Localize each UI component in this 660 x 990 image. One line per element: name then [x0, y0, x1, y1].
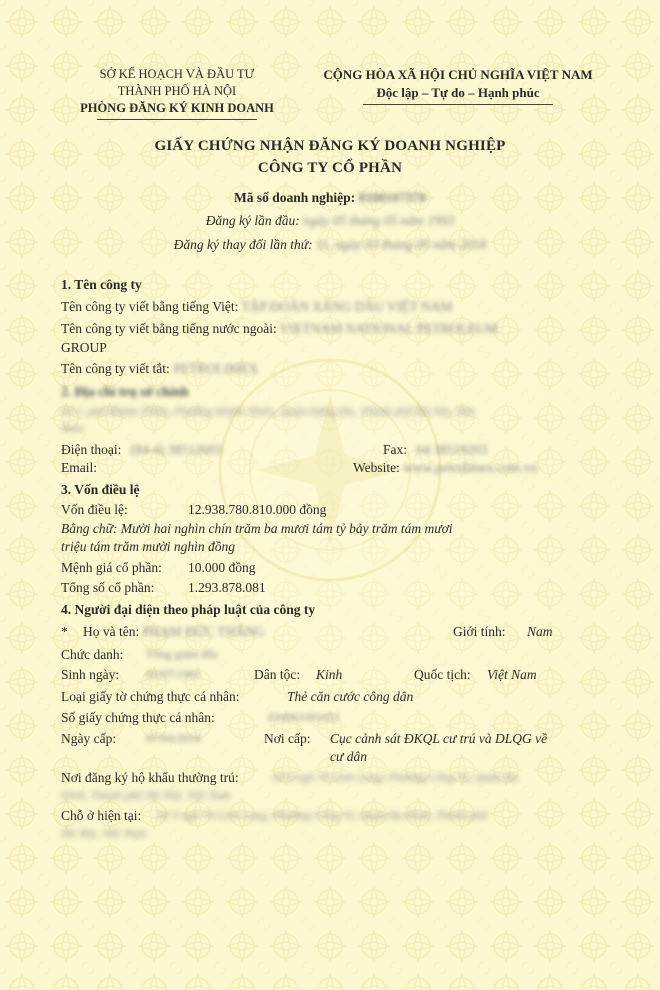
- current-residence-value-1: Số 9 ngõ 70 Linh Lang, Phường Cống Vị, Quận Ba Đình, Thành phố: [157, 808, 488, 822]
- id-type-label: Loại giấy tờ chứng thực cá nhân:: [61, 689, 240, 704]
- id-number-value: 034061001651: [268, 710, 340, 724]
- enterprise-code-label: Mã số doanh nghiệp:: [233, 190, 356, 205]
- website-value: www.petrolimex.com.vn: [403, 460, 538, 475]
- section-4-heading: 4. Người đại diện theo pháp luật của công ty: [61, 602, 316, 617]
- current-residence-label: Chỗ ở hiện tại:: [61, 808, 142, 823]
- agency-underline: [97, 119, 257, 120]
- capital-in-words-line-2: triệu tám trăm mười nghìn đồng: [61, 539, 235, 554]
- issue-place-value-2: cư dân: [330, 749, 367, 764]
- company-name-foreign-value: VIETNAM NATIONAL PETROLEUM: [279, 321, 498, 336]
- nation-name: CỘNG HÒA XÃ HỘI CHỦ NGHĨA VIỆT NAM: [323, 67, 593, 82]
- company-name-foreign-cont: GROUP: [61, 340, 107, 355]
- fax-label: Fax:: [383, 442, 408, 457]
- nationality-label: Quốc tịch:: [414, 667, 471, 682]
- section-2-heading: 2. Địa chỉ trụ sở chính: [61, 384, 189, 399]
- ethnic-value: Kinh: [316, 667, 343, 682]
- motto-underline: [363, 104, 553, 105]
- agency-line-1: SỞ KẾ HOẠCH VÀ ĐẦU TƯ: [99, 67, 255, 81]
- company-short-name-value: PETROLIMEX: [173, 361, 259, 376]
- enterprise-code-value: 0100107370: [358, 190, 427, 205]
- company-name-foreign-label: Tên công ty viết bằng tiếng nước ngoài:: [61, 321, 277, 336]
- rep-name-label: Họ và tên:: [83, 624, 140, 639]
- permanent-residence-label: Nơi đăng ký hộ khẩu thường trú:: [61, 770, 239, 785]
- change-registration-label: Đăng ký thay đổi lần thứ:: [173, 237, 313, 252]
- charter-capital-value: 12.938.780.810.000 đồng: [188, 502, 327, 517]
- current-residence-value-2: Hà Nội, Việt Nam: [61, 826, 147, 840]
- dob-label: Sinh ngày:: [61, 667, 120, 682]
- id-number-label: Số giấy chứng thực cá nhân:: [61, 710, 215, 725]
- fax-row: [383, 442, 487, 458]
- company-name-vn-row: [61, 299, 452, 315]
- phone-row: [61, 442, 222, 458]
- email-label: Email:: [61, 460, 97, 475]
- address-line-2: Nam: [61, 421, 84, 435]
- section-1-heading: 1. Tên công ty: [61, 277, 142, 292]
- issue-place-label: Nơi cấp:: [264, 731, 311, 746]
- issuing-agency: [62, 66, 292, 120]
- dob-value: 03/07/1961: [146, 667, 201, 681]
- charter-capital-label: Vốn điều lệ:: [61, 502, 128, 517]
- total-shares-label: Tổng số cổ phần:: [61, 580, 155, 595]
- agency-line-2: THÀNH PHỐ HÀ NỘI: [117, 84, 237, 98]
- issue-date-value: 07/04/2016: [146, 731, 201, 745]
- company-name-vn-label: Tên công ty viết bằng tiếng Việt:: [61, 299, 239, 314]
- position-value: Tổng giám đốc: [146, 647, 219, 661]
- phone-value: (84-4) 38512603: [130, 442, 222, 457]
- rep-name-value: PHẠM ĐỨC THẮNG: [142, 624, 265, 639]
- first-registration-line: [0, 213, 660, 229]
- company-short-name-label: Tên công ty viết tắt:: [61, 361, 170, 376]
- gender-label: Giới tính:: [453, 624, 506, 639]
- website-row: [353, 460, 537, 476]
- id-type-value: Thẻ căn cước công dân: [287, 689, 414, 704]
- document-subtitle: CÔNG TY CỔ PHẦN: [257, 160, 403, 176]
- permanent-residence-value-2: Đình, Thành phố Hà Nội, Việt Nam: [61, 788, 231, 802]
- capital-in-words-line-1: Bằng chữ: Mười hai nghìn chín trăm ba mươi tám tỷ bảy trăm tám mươi: [61, 521, 453, 536]
- phone-label: Điện thoại:: [61, 442, 122, 457]
- ethnic-label: Dân tộc:: [254, 667, 301, 682]
- first-registration-value: ngày 05 tháng 05 năm 1993: [303, 213, 455, 228]
- website-label: Website:: [353, 460, 400, 475]
- agency-department: PHÒNG ĐĂNG KÝ KINH DOANH: [80, 101, 274, 115]
- change-registration-line: [0, 237, 660, 253]
- rep-name-row: [83, 624, 265, 640]
- company-name-vn-value: TẬP ĐOÀN XĂNG DẦU VIỆT NAM: [241, 299, 453, 314]
- par-value-label: Mệnh giá cổ phần:: [61, 560, 162, 575]
- par-value: 10.000 đồng: [188, 560, 256, 575]
- position-label: Chức danh:: [61, 647, 124, 662]
- issue-place-value-1: Cục cảnh sát ĐKQL cư trú và DLQG về: [330, 731, 548, 746]
- national-header: [308, 66, 608, 105]
- gender-value: Nam: [527, 624, 553, 639]
- nationality-value: Việt Nam: [487, 667, 537, 682]
- company-name-foreign-row: [61, 321, 498, 337]
- issue-date-label: Ngày cấp:: [61, 731, 117, 746]
- total-shares-value: 1.293.878.081: [188, 580, 266, 595]
- section-3-heading: 3. Vốn điều lệ: [61, 482, 140, 497]
- company-short-name-row: [61, 361, 259, 377]
- enterprise-code-line: [0, 190, 660, 206]
- permanent-residence-value-1: Số 9 ngõ 70 Linh Lang, Phường Cống Vị, Quận Ba: [272, 770, 518, 784]
- change-registration-value: 11, ngày 03 tháng 05 năm 2018: [315, 237, 487, 252]
- national-motto: Độc lập – Tự do – Hạnh phúc: [376, 85, 540, 100]
- address-line-1: Số 1, phố Khâm Thiên, Phường Khâm Thiên, Quận Đống Đa, Thành phố Hà Nội, Việt: [61, 404, 475, 418]
- document-title: GIẤY CHỨNG NHẬN ĐĂNG KÝ DOANH NGHIỆP: [154, 138, 506, 154]
- representative-star: *: [61, 624, 68, 639]
- first-registration-label: Đăng ký lần đầu:: [205, 213, 300, 228]
- fax-value: 04 38519203: [416, 442, 488, 457]
